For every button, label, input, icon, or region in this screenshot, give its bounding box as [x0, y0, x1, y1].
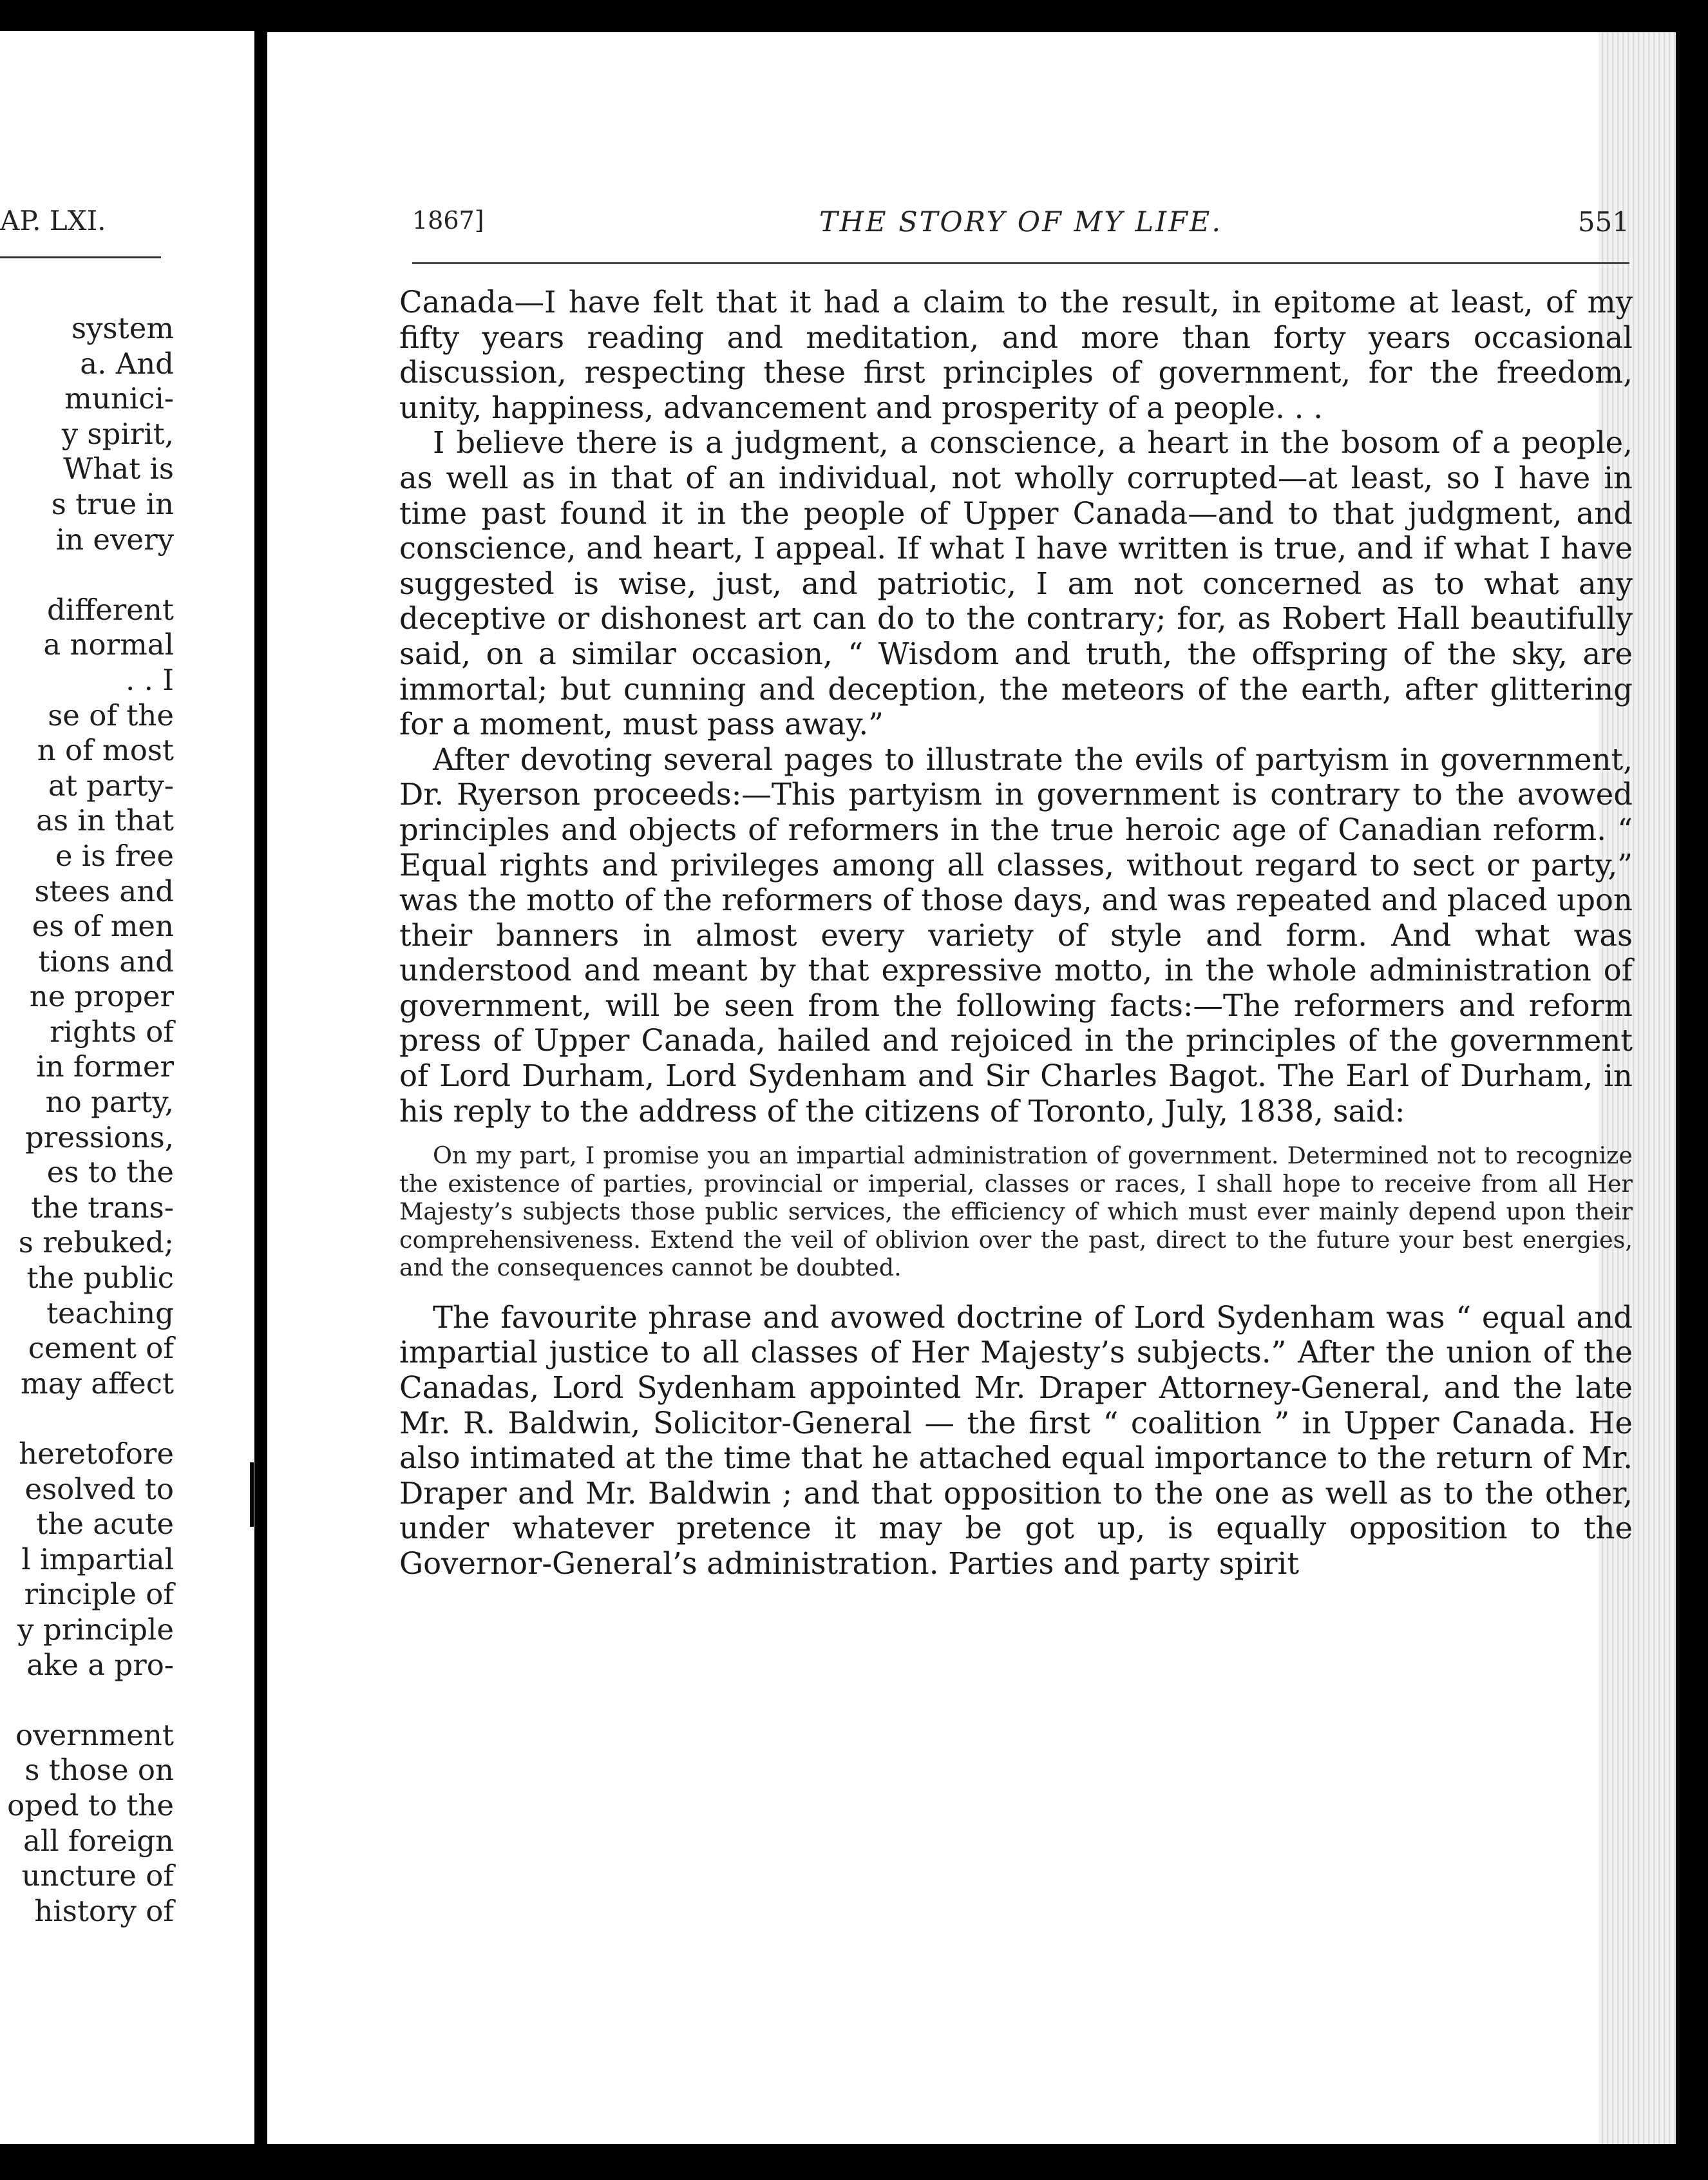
paragraph: Canada—I have felt that it had a claim to the result, in epitome at least, of my fifty years reading and meditation, and more than forty years occasional discussion, respecting these first principles of government, for the freedom, unity, happiness, advancement and prosperity of a people. . .	[399, 285, 1633, 425]
left-line: s those on	[24, 1753, 174, 1788]
paragraph: After devoting several pages to illustrate the evils of partyism in government, Dr. Ryerson proceeds:—This partyism in government is contrary to the avowed principles and objects of reformers in the true heroic age of Canadian reform. “ Equal rights and privileges among all classes, without regard to sect or party,” was the motto of the reformers of those days, and was repeated and placed upon their banners in almost every variety of style and form. And what was understood and meant by that expressive motto, in the whole administration of government, will be seen from the following facts:—The reformers and reform press of Upper Canada, hailed and rejoiced in the principles of the government of Lord Durham, Lord Sydenham and Sir Charles Bagot. The Earl of Durham, in his reply to the address of the citizens of Toronto, July, 1838, said:	[399, 741, 1633, 1129]
left-line: teaching	[46, 1296, 174, 1330]
paragraph: The favourite phrase and avowed doctrine of Lord Sydenham was “ equal and impartial justice to all classes of Her Majesty’s subjects.” After the union of the Canadas, Lord Sydenham appointed Mr. Draper Attorney-General, and the late Mr. R. Baldwin, Solicitor-General — the first “ coalition ” in Upper Canada. He also intimated at the time that he attached equal importance to the return of Mr. Draper and Mr. Baldwin ; and that opposition to the one as well as to the other, under whatever pretence it may be got up, is equally opposition to the Governor-General’s administration. Parties and party spirit	[399, 1299, 1633, 1581]
left-line: pressions,	[25, 1120, 174, 1154]
left-line: overnment	[15, 1717, 174, 1752]
left-line: the public	[26, 1261, 174, 1296]
left-line: the acute	[36, 1507, 174, 1542]
left-line: l impartial	[21, 1542, 174, 1576]
left-line: a normal	[43, 627, 174, 662]
running-header	[412, 206, 1629, 245]
left-line: heretofore	[19, 1437, 174, 1471]
left-line	[0, 557, 174, 593]
left-line: different	[46, 592, 174, 627]
header-year: 1867]	[412, 206, 484, 234]
left-header-rule	[0, 256, 161, 258]
left-line	[0, 1683, 174, 1718]
page-number: 551	[1577, 206, 1629, 238]
left-line: cement of	[28, 1331, 174, 1366]
left-line: s true in	[51, 486, 174, 521]
left-line: stees and	[34, 874, 174, 908]
left-line: may affect	[21, 1366, 174, 1401]
left-line: rights of	[50, 1014, 174, 1049]
left-line: as in that	[36, 803, 174, 838]
left-line: ake a pro-	[26, 1647, 174, 1682]
left-line: se of the	[48, 698, 174, 732]
left-line: . . I	[126, 662, 174, 697]
left-line: oped to the	[7, 1788, 174, 1822]
left-line: n of most	[37, 733, 174, 768]
right-page	[267, 32, 1676, 2144]
left-page	[0, 31, 254, 2144]
left-line: the trans-	[31, 1190, 174, 1225]
left-page-text	[0, 311, 174, 1929]
body-text	[399, 285, 1633, 1582]
header-title: THE STORY OF MY LIFE.	[819, 206, 1222, 238]
left-line: es to the	[46, 1155, 174, 1190]
left-line: at party-	[48, 768, 174, 803]
left-line: e is free	[55, 838, 174, 873]
header-rule	[412, 262, 1629, 264]
left-line: tions and	[38, 944, 174, 979]
left-line: y principle	[17, 1612, 174, 1647]
paragraph: I believe there is a judgment, a conscience, a heart in the bosom of a people, as well as in that of an individual, not wholly corrupted—at least, so I have in time past found it in the people of Upper Canada—and to that judgment, and conscience, and heart, I appeal. If what I have written is true, and if what I have suggested is wise, just, and patriotic, I am not concerned as to what any deceptive or dishonest art can do to the contrary; for, as Robert Hall beautifully said, on a similar occasion, “ Wisdom and truth, the offspring of the sky, are immortal; but cunning and deception, the meteors of the earth, after glittering for a moment, must pass away.”	[399, 425, 1633, 742]
left-line: no party,	[45, 1085, 174, 1120]
left-line: munici-	[64, 381, 174, 416]
left-line: esolved to	[24, 1471, 174, 1506]
left-line: What is	[63, 452, 174, 486]
left-line: y spirit,	[61, 416, 174, 451]
left-line: system	[71, 311, 174, 345]
left-line: es of men	[32, 909, 174, 944]
left-line: in every	[55, 522, 174, 557]
left-line	[0, 1401, 174, 1437]
left-chapter-label: AP. LXI.	[0, 205, 106, 236]
left-line: ne proper	[29, 979, 174, 1014]
block-quote: On my part, I promise you an impartial administration of government. Determined not to recognize the existence of parties, provincial or imperial, classes or races, I shall hope to receive from all Her Majesty’s subjects those public services, the efficiency of which must ever mainly depend upon their comprehensiveness. Extend the veil of oblivion over the past, direct to the future your best energies, and the consequences cannot be doubted.	[399, 1142, 1633, 1282]
left-line: rinciple of	[24, 1577, 174, 1612]
left-line: history of	[34, 1893, 174, 1928]
left-line: s rebuked;	[18, 1225, 174, 1260]
left-line: in former	[36, 1049, 174, 1084]
gutter-shadow	[250, 1462, 254, 1527]
left-line: a. And	[80, 346, 174, 381]
left-line: uncture of	[21, 1859, 174, 1893]
left-line: all foreign	[23, 1823, 174, 1858]
